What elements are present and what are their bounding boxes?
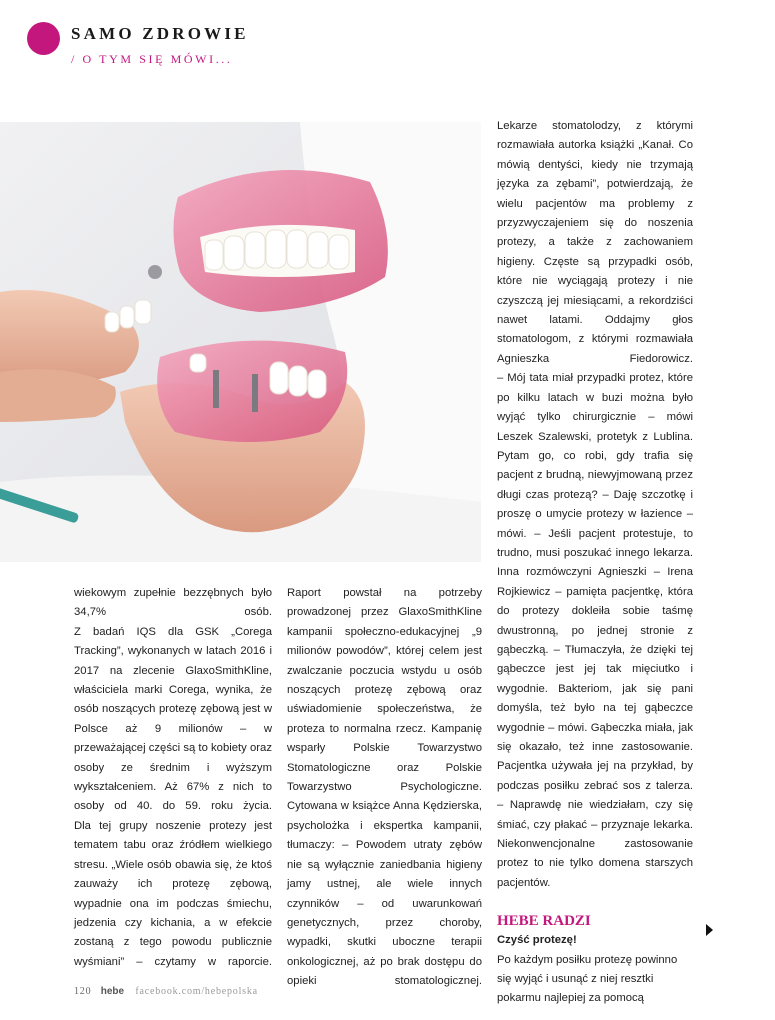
paragraph: Lekarze stomatolodzy, z którymi rozmawiała autorka książki „Kanał. Co mówią dentyści, kiedy nie trzymają języka za zębami”, potwierdzają, że wielu pacjentów ma problemy z przyzwyczajeniem się do noszenia protezy, a także z zachowaniem higieny. Częste są przypadki osób, które nie wyciągają protezy i nie czyszczą jej miesiącami, a rekordziści nawet latami. Oddajmy głos stomatologom, z którymi rozmawiała Agnieszka Fiedorowicz.	[497, 120, 693, 365]
paragraph: Cytowana w książce Anna Kędzierska, psycholożka i ekspertka kampanii, tłumaczy: – Powodem utraty zębów nie są wyłącznie zaniedbania higieny jamy ustnej, ale wiele innych czynników – od uwarunkowań genetycznych, przez choroby, wypadki, skutki uboczne terapii onkologicznej, aż po brak dostępu do opieki stomatologicznej.	[287, 800, 482, 988]
dental-model-photo	[0, 122, 481, 562]
section-dot-icon	[27, 22, 60, 55]
footer-url: facebook.com/hebepolska	[135, 986, 258, 997]
text-column-3	[497, 117, 693, 1009]
brand-logo: hebe	[100, 986, 125, 997]
paragraph: – Mój tata miał przypadki protez, które po kilku latach w buzi można było wyjąć tylko chirurgicznie – mówi Leszek Szalewski, protetyk z Lublina. Pytam go, co robi, gdy trafia się pacjent z brudną, niewyjmowaną przez długi czas protezą? – Daję szczotkę i proszę o umycie protezy w łazience – mówi. – Jeśli pacjent protestuje, to trudno, musi poszukać innego lekarza.	[497, 372, 693, 559]
paragraph: wiekowym zupełnie bezzębnych było 34,7% osób.	[74, 587, 272, 619]
tip-body: Po każdym posiłku protezę powinno się wyjąć i usunąć z niej resztki pokarmu najlepiej za pomocą	[497, 953, 678, 1005]
paragraph: Inna rozmówczyni Agnieszki – Irena Rojkiewicz – pamięta pacjentkę, która do protezy dokleiła sobie taśmę dwustronną, po jednej stronie z gąbeczką. – Tłumaczyła, że dzięki tej gąbeczce jest jej tak mięciutko i wygodnie. Bakteriom, jak się pani domyśla, też było na tej gąbeczce wygodnie – mówi. Gąbeczka miała, jak się okazało, też inne zastosowanie. Pacjentka używała jej na przykład, by podczas posiłku zebrać sos z talerza. – Naprawdę nie wiedziałam, czy się śmiać, czy płakać – przyznaje lekarka. Niekonwencjonalne zastosowanie protez to nie tylko domena starszych pacjentów.	[497, 566, 693, 889]
paragraph: Z badań IQS dla GSK „Corega Tracking”, wykonanych w latach 2016 i 2017 na zlecenie GlaxoSmithKline, właściciela marki Corega, wynika, że osób noszących protezę zębową jest w Polsce aż 9 milionów – w przeważającej części są to kobiety oraz osoby ze średnim i wyższym wykształceniem. Aż 67% z nich to osoby od 40. do 59. roku życia.	[74, 625, 272, 813]
paragraph: Dla tej grupy noszenie protezy jest tematem tabu oraz źródłem wielkiego stresu. „Wiele osób obawia się, że ktoś zauważy ich protezę zębową, wypadnie ona im podczas śmiechu, jedzenia czy kichania, a w efekcie zostaną z tego powodu publicznie wyśmiani” – czytamy w raporcie.	[74, 819, 272, 968]
text-column-1	[74, 584, 272, 972]
paragraph: Raport powstał na potrzeby prowadzonej przez GlaxoSmithKline kampanii społeczno-edukacyjnej „9 milionów powodów”, której celem jest zwalczanie poczucia wstydu u osób noszących protezę zębową oraz uświadomienie społeczeństwa, że proteza to normalna rzecz. Kampanię wsparły Polskie Towarzystwo Stomatologiczne oraz Polskie Towarzystwo Psychologiczne.	[287, 587, 482, 794]
tip-heading: HEBE RADZI	[497, 913, 591, 930]
triangle-right-icon	[706, 924, 713, 936]
text-column-2	[287, 584, 482, 992]
section-subtitle: / O TYM SIĘ MÓWI...	[71, 52, 233, 66]
page-footer	[74, 986, 258, 997]
tip-title: Czyść protezę!	[497, 934, 577, 947]
section-title: SAMO ZDROWIE	[71, 24, 249, 43]
page-number: 120	[74, 986, 92, 997]
